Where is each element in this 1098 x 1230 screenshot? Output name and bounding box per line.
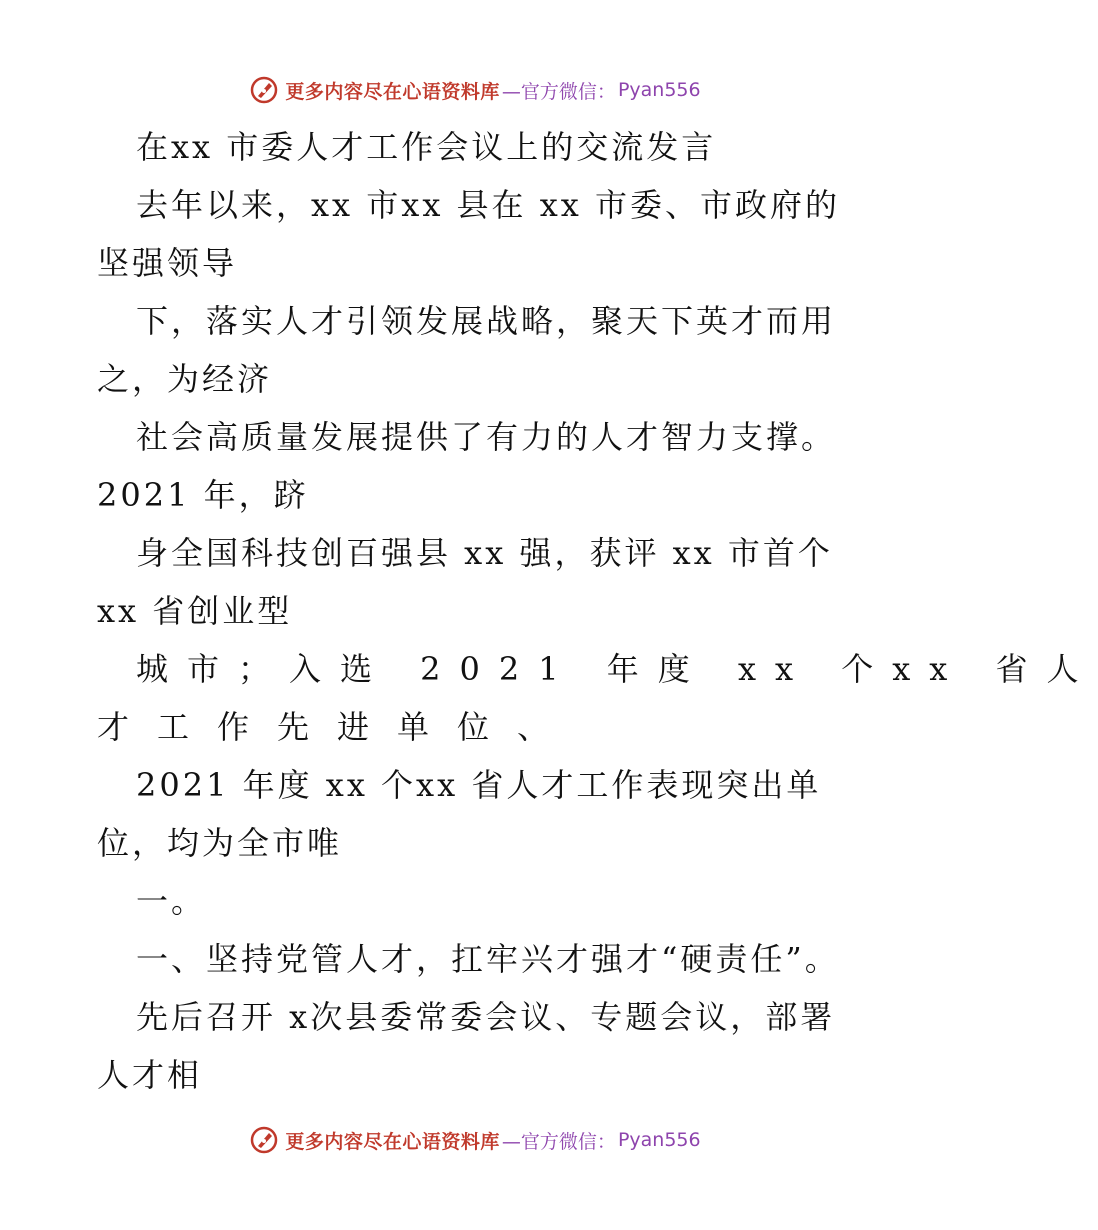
paragraph-line: 去年以来，xx 市xx 县在 xx 市委、市政府的 xyxy=(136,186,840,224)
paragraph-line: 位，均为全市唯 xyxy=(97,824,343,862)
watermark-id-text: Pyan556 xyxy=(617,79,701,101)
footer-watermark xyxy=(0,1120,950,1160)
document-title: 在xx 市委人才工作会议上的交流发言 xyxy=(136,128,717,166)
paragraph-line: 城市；入选 2021 年度 xx 个xx 省人 xyxy=(136,650,1098,688)
watermark-main-text: 更多内容尽在心语资料库 xyxy=(285,80,500,103)
section-heading-line: 一、坚持党管人才，扛牢兴才强才“硬责任”。 xyxy=(136,940,840,978)
watermark-dash-text: —官方微信： xyxy=(501,80,616,103)
paragraph-line: 社会高质量发展提供了有力的人才智力支撑。 xyxy=(136,418,837,456)
pen-nib-logo-icon xyxy=(249,75,279,105)
paragraph-line: 人才相 xyxy=(97,1056,203,1094)
watermark-dash-text: —官方微信： xyxy=(501,1130,616,1153)
paragraph-line: 身全国科技创百强县 xx 强，获评 xx 市首个 xyxy=(136,534,833,572)
paragraph-line: 2021 年度 xx 个xx 省人才工作表现突出单 xyxy=(136,766,822,804)
paragraph-line: 之，为经济 xyxy=(97,360,273,398)
paragraph-line: 下，落实人才引领发展战略，聚天下英才而用 xyxy=(136,302,837,340)
pen-nib-logo-icon xyxy=(249,1125,279,1155)
paragraph-line: 先后召开 x次县委常委会议、专题会议，部署 xyxy=(136,998,836,1036)
watermark-main-text: 更多内容尽在心语资料库 xyxy=(285,1130,500,1153)
paragraph-line: 一。 xyxy=(136,882,207,920)
watermark-id-text: Pyan556 xyxy=(617,1129,701,1151)
paragraph-line: 坚强领导 xyxy=(97,244,238,282)
paragraph-line: 才工作先进单位、 xyxy=(97,708,578,746)
paragraph-line: 2021 年，跻 xyxy=(97,476,309,514)
paragraph-line: xx 省创业型 xyxy=(97,592,293,630)
header-watermark xyxy=(0,70,950,110)
